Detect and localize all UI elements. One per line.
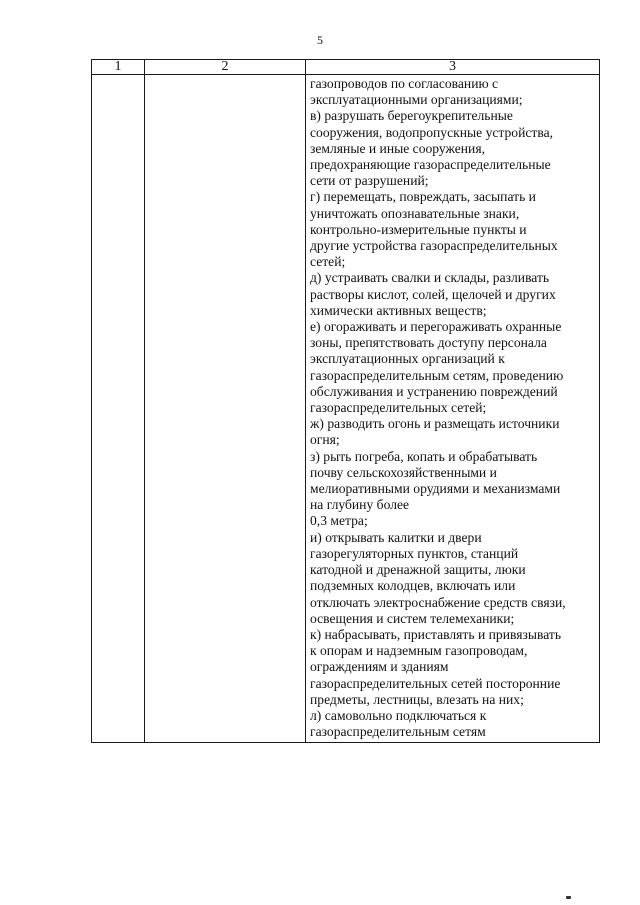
- text-line: ограждениям и зданиям: [310, 659, 449, 675]
- column-header-1: 1: [92, 60, 145, 75]
- text-line: эксплуатационных организаций к: [310, 351, 505, 367]
- text-line: к) набрасывать, приставлять и привязывать: [310, 626, 562, 642]
- text-line: газопроводов по согласованию с: [310, 76, 499, 91]
- text-line: химически активных веществ;: [310, 302, 487, 318]
- table-row: [92, 75, 600, 743]
- text-line: растворы кислот, солей, щелочей и других: [310, 286, 556, 302]
- text-line: мелиоративными орудиями и механизмами: [310, 481, 561, 497]
- table-cell-col2: [145, 75, 306, 743]
- text-line: сетей;: [310, 254, 346, 270]
- prohibitions-text: [306, 75, 599, 742]
- text-line: огня;: [310, 432, 340, 448]
- text-line: подземных колодцев, включать или: [310, 578, 516, 594]
- table-cell-col3: [306, 75, 600, 743]
- text-line: г) перемещать, повреждать, засыпать и: [310, 189, 536, 205]
- text-line: отключать электроснабжение средств связи,: [310, 594, 566, 610]
- text-line: эксплуатационными организациями;: [310, 92, 523, 108]
- text-line: сети от разрушений;: [310, 173, 429, 189]
- column-header-3: 3: [306, 60, 600, 75]
- text-line: газорегуляторных пунктов, станций: [310, 545, 519, 561]
- text-line: з) рыть погреба, копать и обрабатывать: [310, 448, 538, 464]
- text-line: газораспределительным сетям: [310, 724, 486, 740]
- text-line: ж) разводить огонь и размещать источники: [310, 416, 560, 432]
- text-line: предметы, лестницы, влезать на них;: [310, 691, 524, 707]
- document-table: [91, 59, 600, 743]
- text-line: газораспределительных сетей;: [310, 400, 487, 416]
- text-line: контрольно-измерительные пункты и: [310, 221, 527, 237]
- text-line: на глубину более: [310, 497, 410, 513]
- text-line: к опорам и надземным газопроводам,: [310, 643, 528, 659]
- text-line: 0,3 метра;: [310, 513, 368, 529]
- page-number: 5: [317, 33, 323, 47]
- table-cell-col1: [92, 75, 145, 743]
- text-line: сооружения, водопропускные устройства,: [310, 124, 554, 140]
- text-line: зоны, препятствовать доступу персонала: [310, 335, 547, 351]
- text-line: л) самовольно подключаться к: [310, 707, 487, 723]
- text-line: газораспределительным сетям, проведению: [310, 367, 564, 383]
- column-header-2: 2: [145, 60, 306, 75]
- text-line: предохраняющие газораспределительные: [310, 157, 551, 173]
- text-line: катодной и дренажной защиты, люки: [310, 562, 526, 578]
- text-line: е) огораживать и перегораживать охранные: [310, 319, 562, 335]
- text-line: в) разрушать берегоукрепительные: [310, 108, 513, 124]
- text-line: газораспределительных сетей посторонние: [310, 675, 561, 691]
- text-line: освещения и систем телемеханики;: [310, 610, 515, 626]
- text-line: обслуживания и устранению повреждений: [310, 383, 558, 399]
- text-line: уничтожать опознавательные знаки,: [310, 205, 520, 221]
- text-line: почву сельскохозяйственными и: [310, 464, 497, 480]
- table-header-row: [92, 60, 600, 75]
- text-line: и) открывать калитки и двери: [310, 529, 482, 545]
- scan-mark: [566, 896, 571, 899]
- text-line: другие устройства газораспределительных: [310, 238, 558, 254]
- text-line: земляные и иные сооружения,: [310, 140, 485, 156]
- text-line: д) устраивать свалки и склады, разливать: [310, 270, 550, 286]
